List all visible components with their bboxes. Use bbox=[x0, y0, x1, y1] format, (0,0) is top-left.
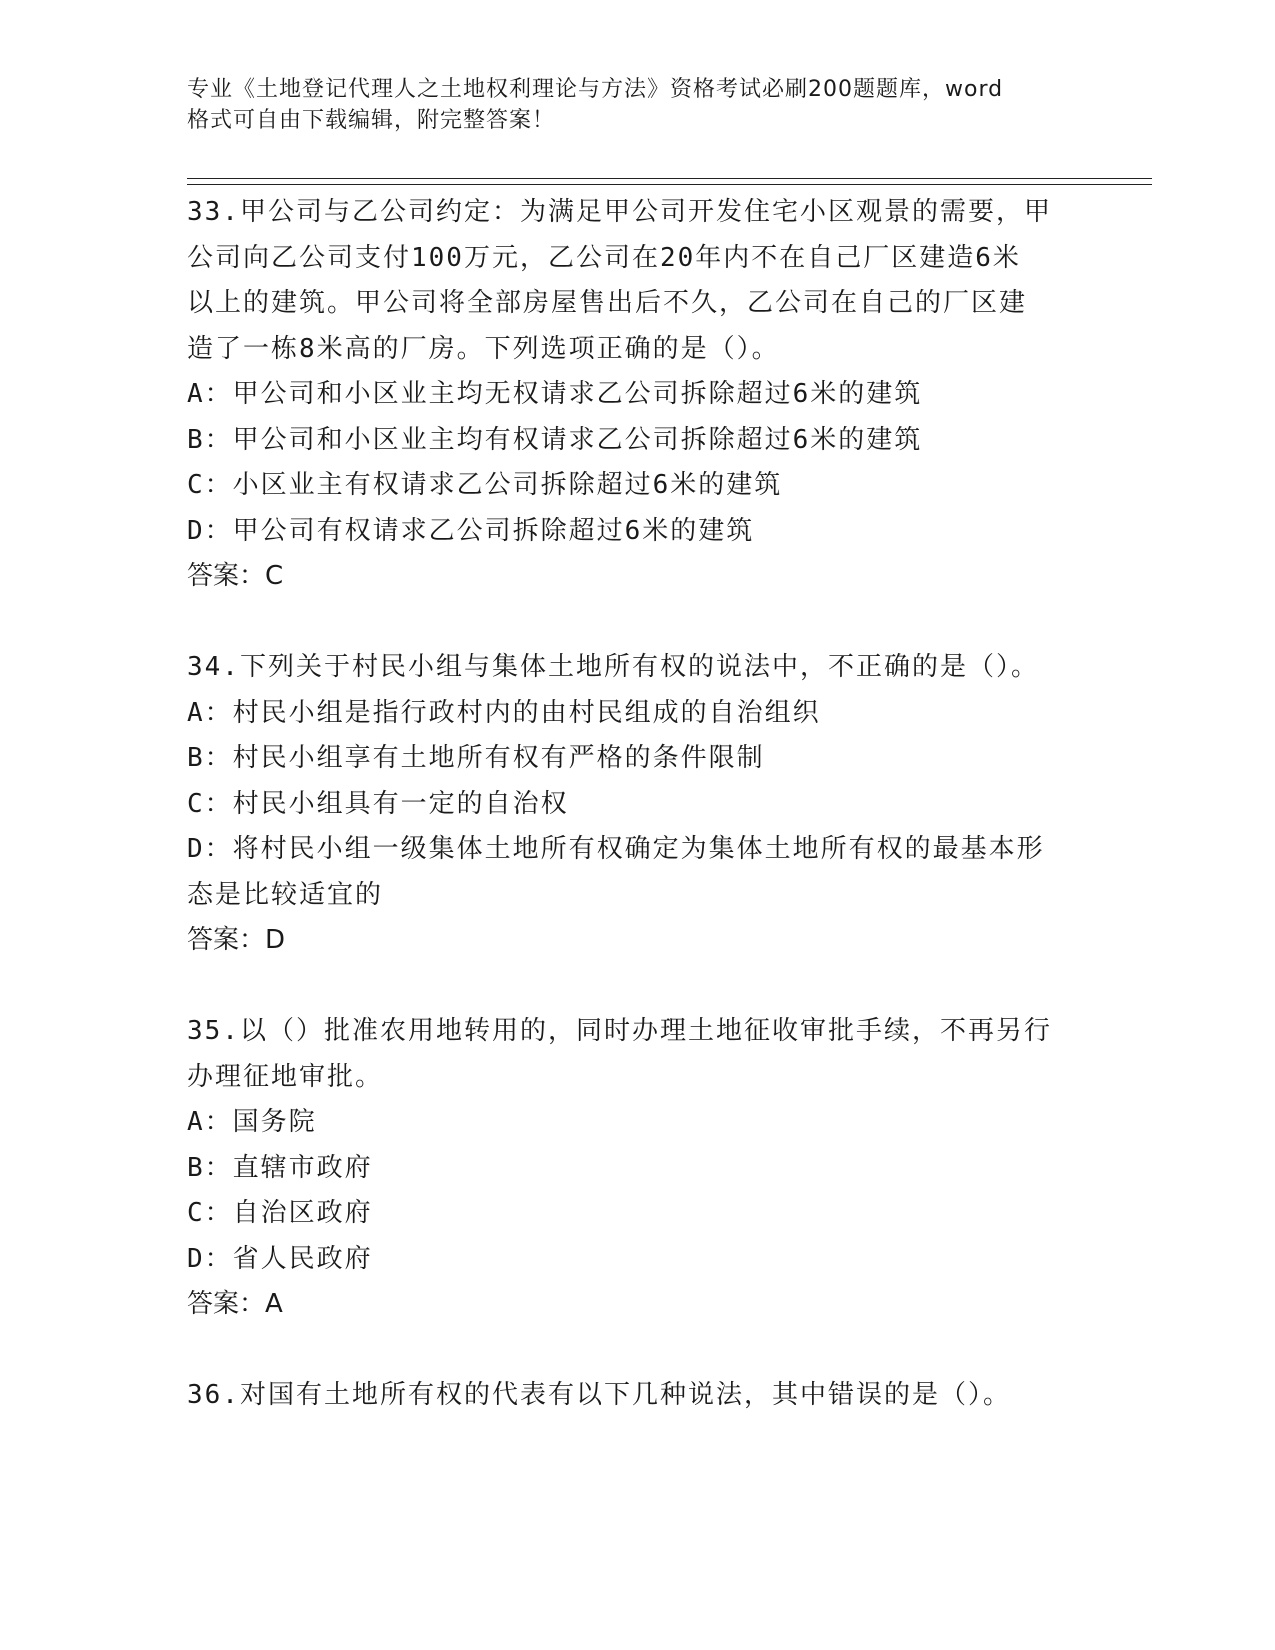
question-stem-line: 办理征地审批。 bbox=[187, 1061, 384, 1092]
header-divider-bottom bbox=[187, 184, 1152, 185]
spacer bbox=[187, 1328, 1077, 1374]
question-stem-line: 33.甲公司与乙公司约定：为满足甲公司开发住宅小区观景的需要，甲 bbox=[187, 197, 1052, 227]
option-a: A：甲公司和小区业主均无权请求乙公司拆除超过6米的建筑 bbox=[187, 379, 923, 409]
option-c: C：村民小组具有一定的自治权 bbox=[187, 788, 569, 819]
answer-line: 答案：A bbox=[187, 1289, 283, 1319]
option-c: C：小区业主有权请求乙公司拆除超过6米的建筑 bbox=[187, 470, 783, 500]
question-list bbox=[187, 190, 1077, 1419]
question-stem-line: 36.对国有土地所有权的代表有以下几种说法，其中错误的是（）。 bbox=[187, 1380, 1011, 1410]
header-divider-top bbox=[187, 178, 1152, 179]
question-35 bbox=[187, 1009, 1077, 1328]
question-stem-line: 35.以（）批准农用地转用的，同时办理土地征收审批手续，不再另行 bbox=[187, 1016, 1052, 1046]
option-b: B：甲公司和小区业主均有权请求乙公司拆除超过6米的建筑 bbox=[187, 424, 923, 455]
option-d: D：省人民政府 bbox=[187, 1243, 373, 1274]
option-d: D：甲公司有权请求乙公司拆除超过6米的建筑 bbox=[187, 515, 755, 546]
option-d-continued: 态是比较适宜的 bbox=[187, 879, 384, 910]
answer-line: 答案：C bbox=[187, 561, 284, 591]
option-b: B：直辖市政府 bbox=[187, 1152, 373, 1183]
question-36 bbox=[187, 1373, 1077, 1419]
option-a: A：村民小组是指行政村内的由村民组成的自治组织 bbox=[187, 697, 821, 728]
spacer bbox=[187, 964, 1077, 1010]
question-stem-line: 34.下列关于村民小组与集体土地所有权的说法中，不正确的是（）。 bbox=[187, 652, 1039, 682]
question-stem-line: 公司向乙公司支付100万元，乙公司在20年内不在自己厂区建造6米 bbox=[187, 242, 1021, 273]
spacer bbox=[187, 600, 1077, 646]
answer-line: 答案：D bbox=[187, 925, 286, 955]
option-d: D：将村民小组一级集体土地所有权确定为集体土地所有权的最基本形 bbox=[187, 834, 1045, 864]
question-34 bbox=[187, 645, 1077, 964]
option-b: B：村民小组享有土地所有权有严格的条件限制 bbox=[187, 743, 765, 773]
option-c: C：自治区政府 bbox=[187, 1198, 373, 1228]
question-stem-line: 造了一栋8米高的厂房。下列选项正确的是（）。 bbox=[187, 333, 780, 364]
question-33 bbox=[187, 190, 1077, 600]
header-line-2: 格式可自由下载编辑，附完整答案！ bbox=[187, 108, 556, 133]
document-header bbox=[187, 74, 1087, 136]
header-line-1: 专业《土地登记代理人之土地权利理论与方法》资格考试必刷200题题库，word bbox=[187, 77, 1004, 102]
option-a: A：国务院 bbox=[187, 1107, 317, 1137]
question-stem-line: 以上的建筑。甲公司将全部房屋售出后不久，乙公司在自己的厂区建 bbox=[187, 288, 1028, 318]
